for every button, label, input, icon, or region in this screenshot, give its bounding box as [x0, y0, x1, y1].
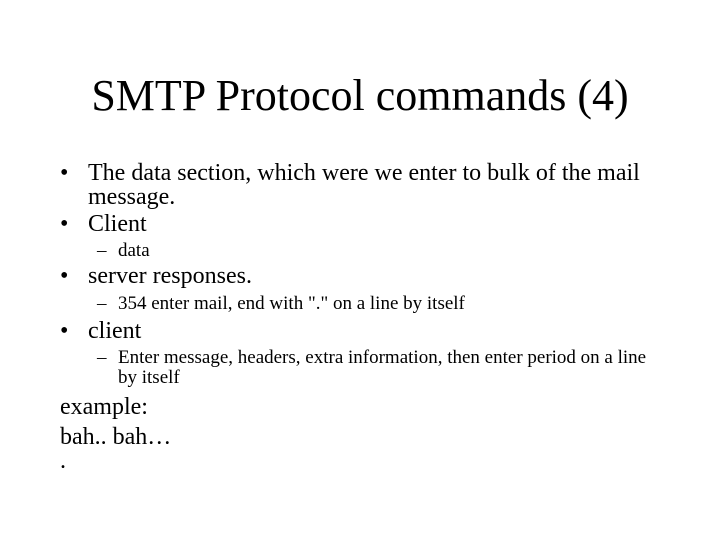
- example-label: example:: [60, 394, 148, 420]
- bullet-text: The data section, which were we enter to bulk of the mail message.: [88, 160, 640, 210]
- bullet-icon: •: [60, 263, 69, 289]
- bullet-icon: •: [60, 211, 69, 237]
- dash-icon: –: [97, 293, 107, 314]
- slide-title: SMTP Protocol commands (4): [91, 71, 629, 120]
- bullet-item-server-responses: [60, 264, 660, 288]
- bullet-item-data-section: [60, 161, 660, 209]
- bullet-item-client-2: [60, 319, 660, 343]
- sub-text: data: [118, 240, 150, 261]
- sub-item-enter-message: [97, 348, 657, 388]
- example-line-2: .: [60, 448, 66, 474]
- dash-icon: –: [97, 240, 107, 261]
- sub-text: 354 enter mail, end with "." on a line by itself: [118, 293, 465, 314]
- bullet-text: Client: [88, 211, 147, 237]
- bullet-text: client: [88, 318, 142, 344]
- bullet-text: server responses.: [88, 263, 252, 289]
- sub-item-data: [97, 241, 657, 261]
- dash-icon: –: [97, 347, 107, 368]
- bullet-icon: •: [60, 160, 69, 186]
- bullet-icon: •: [60, 318, 69, 344]
- bullet-item-client: [60, 212, 660, 236]
- sub-item-354-response: [97, 294, 657, 314]
- sub-text: Enter message, headers, extra information, then enter period on a line by itself: [118, 347, 647, 388]
- example-line-1: bah.. bah…: [60, 424, 172, 450]
